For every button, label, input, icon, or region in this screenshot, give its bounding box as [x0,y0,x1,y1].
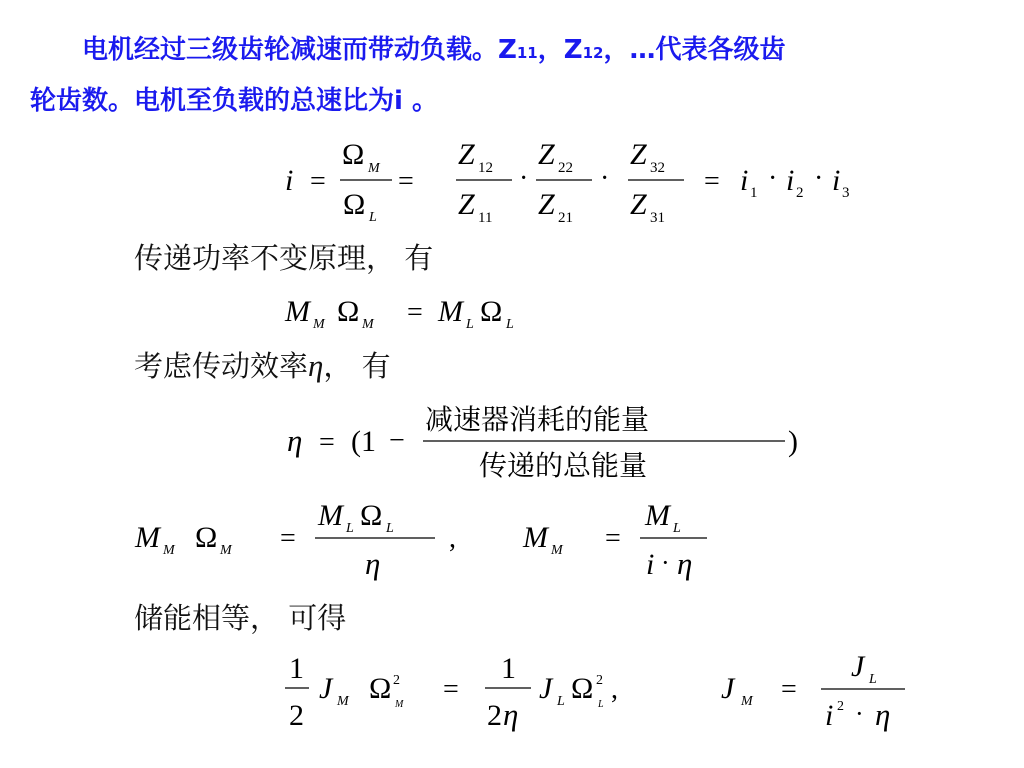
intro-paragraph [30,26,1000,125]
rhs-i-symbol: i [646,548,655,581]
rhs-inertia-l-numerator: J [851,650,865,683]
i3-subscript: 3 [842,185,850,201]
inertia-formula [285,648,925,748]
i2-subscript: 2 [796,185,804,201]
eta-denominator: η [365,546,381,581]
one-numerator: 1 [501,652,516,685]
z11-subscript: 11 [478,210,493,226]
torque-l-subscript: L [466,317,474,332]
omega-m-subscript: M [368,161,380,176]
efficiency-formula [285,393,815,493]
rhs-eta-symbol: η [875,697,891,732]
i3-symbol: i [832,164,841,197]
rhs-inertia-l-subscript: L [869,672,877,687]
z32-subscript: 32 [650,160,665,176]
omega-l-subscript: L [369,210,377,225]
omega-m-subscript: M [395,699,404,710]
torque-m-symbol: M [135,521,160,554]
equals-sign: = [310,166,326,197]
rhs-eta-symbol: η [677,546,693,581]
z32-numerator: Z [630,138,647,171]
omega-l-numerator: Ω [360,499,383,532]
z12-subscript: 12 [478,160,493,176]
equals-sign: = [407,297,423,328]
ratio-lhs: i [285,164,294,197]
intro-line1-tail: ，…代表各级齿 [603,35,786,65]
inertia-m-subscript: M [337,694,349,709]
rhs-torque-l-numerator: M [645,499,670,532]
i2-symbol: i [786,164,795,197]
torque-m-symbol: M [285,295,310,328]
equals-sign: = [443,674,459,705]
z22-numerator: Z [538,138,555,171]
eta-denominator: η [503,697,519,732]
z12-subscript: 12 [582,44,604,62]
omega-m-symbol: Ω [337,295,360,328]
z11-subscript: 11 [516,44,538,62]
comma: , [449,523,456,554]
intro-ratio-variable: i [394,86,403,116]
z31-denominator: Z [630,188,647,221]
z11-denominator: Z [458,188,475,221]
intro-line-1 [30,26,1000,77]
omega-l-subscript: L [598,699,604,710]
power-formula [285,288,605,338]
omega-m-symbol: Ω [369,672,392,705]
i1-symbol: i [740,164,749,197]
rhs-torque-m-subscript: M [551,543,563,558]
dot-operator: · [661,548,670,577]
omega-l-symbol: Ω [480,295,503,328]
half-denominator: 2 [289,699,304,732]
dot-operator: · [519,163,529,194]
equals-sign: = [605,523,621,554]
efficiency-denominator: 传递的总能量 [479,451,648,482]
intro-separator: ， [537,35,564,65]
two-coefficient: 2 [487,699,502,732]
rhs-torque-m-symbol: M [523,521,548,554]
dot-operator: · [855,699,864,728]
omega-m-numerator: Ω [342,138,365,171]
close-paren: ) [788,425,798,458]
omega-l-subscript: L [386,521,394,536]
equals-sign: = [781,674,797,705]
intro-line-2 [30,77,1000,125]
dot-operator: · [814,163,824,194]
inertia-l-subscript: L [557,694,565,709]
torque-m-subscript: M [313,317,325,332]
rhs-torque-l-subscript: L [673,521,681,536]
omega-l-subscript: L [506,317,514,332]
intro-line2-end: 。 [402,86,438,116]
intro-line1-text: 电机经过三级齿轮减速而带动负载。 [82,35,499,65]
z11-letter: Z [498,35,517,65]
equals-sign: = [704,166,720,197]
half-numerator: 1 [289,652,304,685]
dot-operator: · [600,163,610,194]
z12-letter: Z [563,35,583,65]
heading-power-conservation: 传递功率不变原理， 有 [134,241,434,275]
torque-l-symbol: M [438,295,463,328]
z21-subscript: 21 [558,210,573,226]
equals-sign: = [280,523,296,554]
ratio-formula [280,132,880,232]
efficiency-heading-tail: ， 有 [323,349,391,383]
rhs-i-symbol: i [825,699,834,732]
efficiency-heading-text: 考虑传动效率 [134,349,309,383]
torque-l-numerator: M [318,499,343,532]
omega-l-denominator: Ω [343,188,366,221]
torque-m-subscript: M [163,543,175,558]
torque-l-subscript: L [346,521,354,536]
heading-efficiency [134,344,391,385]
inertia-l-symbol: J [539,672,553,705]
equals-sign: = [398,166,414,197]
open-one: (1 [351,425,376,458]
efficiency-numerator: 减速器消耗的能量 [425,405,650,436]
omega-m-subscript: M [362,317,374,332]
omega-l-superscript: 2 [596,673,603,688]
intro-line2-text: 轮齿数。电机至负载的总速比为 [30,86,395,116]
dot-operator: · [768,163,778,194]
omega-m-superscript: 2 [393,673,400,688]
rhs-i-superscript: 2 [837,699,844,714]
torque-formula [135,497,735,597]
rhs-inertia-m-subscript: M [741,694,753,709]
inertia-m-symbol: J [319,672,333,705]
omega-l-symbol: Ω [571,672,594,705]
z12-numerator: Z [458,138,475,171]
omega-m-subscript: M [220,543,232,558]
minus-sign: − [389,425,405,456]
heading-energy-storage: 储能相等， 可得 [134,601,347,635]
i1-subscript: 1 [750,185,758,201]
rhs-inertia-m-symbol: J [721,672,735,705]
z21-denominator: Z [538,188,555,221]
comma: , [611,674,618,705]
eta-symbol: η [287,423,303,458]
z31-subscript: 31 [650,210,665,226]
omega-m-symbol: Ω [195,521,218,554]
z22-subscript: 22 [558,160,573,176]
eta-symbol: η [308,348,324,383]
equals-sign: = [319,427,335,458]
